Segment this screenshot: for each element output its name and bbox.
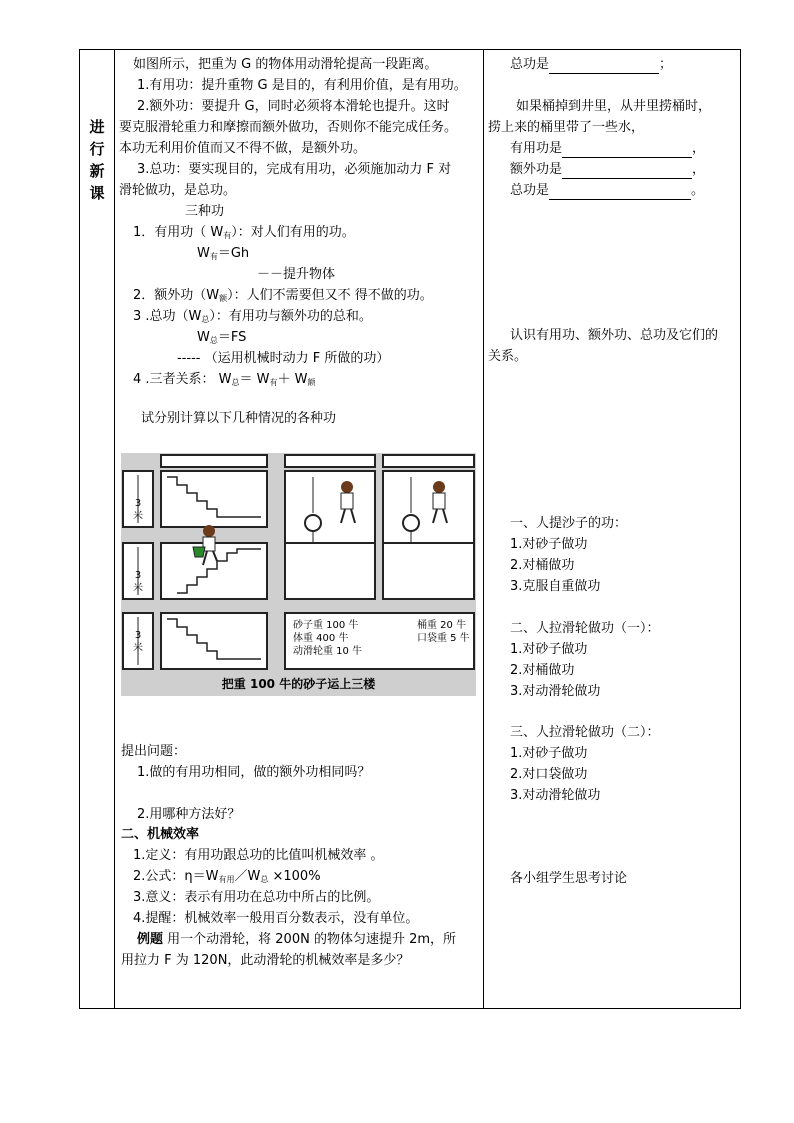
figure-data: 动滑轮重 10 牛 <box>293 646 363 657</box>
text: ， <box>692 162 706 177</box>
text: ＝FS <box>217 330 247 345</box>
scenario-text: 如果桶掉到井里，从井里捞桶时， <box>516 99 712 114</box>
floor-height-label: 3 米 <box>133 630 143 654</box>
text: ／W <box>234 869 261 884</box>
text: 2．额外功（W <box>133 288 220 303</box>
text: ＝Gh <box>217 246 250 261</box>
intro-text: 如图所示，把重为 G 的物体用动滑轮提高一段距离。 <box>133 57 438 72</box>
definition-extra <box>133 287 433 308</box>
figure-data: 桶重 20 牛 <box>417 620 467 631</box>
definition-total <box>133 308 372 329</box>
scenario-text: 捞上来的桶里带了一些水， <box>488 120 645 135</box>
section-label-char: 进 <box>89 118 105 136</box>
case-item: 2.对口袋做功 <box>510 767 588 782</box>
text: 3 .总功（W <box>133 309 202 324</box>
case-item: 2.对桶做功 <box>510 558 575 573</box>
paragraph: 要克服滑轮重力和摩擦而额外做功，否则你不能完成任务。 <box>119 120 458 135</box>
section-label-char: 行 <box>89 140 105 158</box>
question-title: 提出问题： <box>121 744 187 759</box>
figure-data: 体重 400 牛 <box>293 633 349 644</box>
exercise-prompt: 试分别计算以下几种情况的各种功 <box>141 411 337 426</box>
text: 4 .三者关系： W <box>133 372 232 387</box>
question: 1.做的有用功相同，做的额外功相同吗？ <box>137 765 371 780</box>
case-title: 三、人拉滑轮做功（二）： <box>510 725 660 740</box>
fill-blank <box>510 161 705 179</box>
figure-caption: 把重 100 牛的砂子运上三楼 <box>221 677 376 691</box>
case-item: 2.对桶做功 <box>510 663 575 678</box>
text: 有用功是 <box>510 141 563 156</box>
paragraph: 3.总功：要实现目的，完成有用功，必须施加动力 F 对 <box>137 162 452 177</box>
subheading: 三种功 <box>185 204 225 219</box>
text: 总功是 <box>510 183 550 198</box>
formula-note: －－提升物体 <box>257 267 336 282</box>
text: ＋ W <box>277 372 308 387</box>
text: W <box>197 246 210 261</box>
case-title: 一、人提沙子的功： <box>510 516 628 531</box>
section-label-char: 课 <box>89 184 105 202</box>
text: W <box>197 330 210 345</box>
fill-blank <box>510 56 672 74</box>
case-item: 3.对动滑轮做功 <box>510 788 601 803</box>
blank-line[interactable] <box>562 164 692 179</box>
subscript: 有 <box>209 252 218 261</box>
example: 用拉力 F 为 120N，此动滑轮的机械效率是多少？ <box>121 953 410 968</box>
section-heading: 二、机械效率 <box>121 827 200 842</box>
example <box>137 931 456 949</box>
formula-note: ----- （运用机械时动力 F 所做的功） <box>177 351 390 366</box>
figure-data: 口袋重 5 牛 <box>417 633 470 644</box>
stairs-pulley-illustration <box>121 453 476 696</box>
fill-blank <box>510 182 704 200</box>
floor-height-label: 3 米 <box>133 570 143 594</box>
column-divider <box>114 50 115 1008</box>
blank-line[interactable] <box>549 185 691 200</box>
case-item: 3.克服自重做功 <box>510 579 601 594</box>
subscript: 有用 <box>218 875 235 884</box>
formula-total <box>197 329 246 350</box>
paragraph: 1.有用功：提升重物 G 是目的，有利用价值，是有用功。 <box>137 78 467 93</box>
subscript: 总 <box>260 875 269 884</box>
lesson-table <box>79 49 741 1009</box>
floor-height-label: 3 米 <box>133 498 143 522</box>
text: 总功是 <box>510 57 550 72</box>
subscript: 总 <box>201 315 210 324</box>
relation <box>133 371 316 392</box>
case-title: 二、人拉滑轮做功（一）： <box>510 621 660 636</box>
text: ×100% <box>268 869 321 884</box>
text: ）：人们不需要但又不 得不做的功。 <box>227 288 433 303</box>
question: 2.用哪种方法好？ <box>137 807 241 822</box>
objective-text: 关系。 <box>488 349 528 364</box>
objective-text: 认识有用功、额外功、总功及它们的 <box>510 328 719 343</box>
paragraph: 滑轮做功，是总功。 <box>119 183 237 198</box>
paragraph: 本功无利用价值而又不得不做，是额外功。 <box>119 141 367 156</box>
case-item: 1.对砂子做功 <box>510 642 588 657</box>
subscript: 总 <box>209 336 218 345</box>
section-label <box>80 116 114 204</box>
text: 用一个动滑轮，将 200N 的物体匀速提升 2m，所 <box>163 932 457 947</box>
subscript: 有 <box>269 378 278 387</box>
text: 额外功是 <box>510 162 563 177</box>
section-label-char: 新 <box>89 162 105 180</box>
text: ； <box>659 57 673 72</box>
efficiency-meaning: 3.意义：表示有用功在总功中所占的比例。 <box>133 890 380 905</box>
subscript: 额 <box>219 294 228 303</box>
text: 2.公式：η＝W <box>133 869 219 884</box>
example-label: 例题 <box>137 932 164 947</box>
formula-useful <box>197 245 249 266</box>
column-divider <box>483 50 484 1008</box>
text: ＝ W <box>239 372 270 387</box>
illustration-drawing <box>121 453 476 696</box>
text: ， <box>692 141 706 156</box>
text: ）：对人们有用的功。 <box>231 225 355 240</box>
subscript: 总 <box>231 378 240 387</box>
discussion-note: 各小组学生思考讨论 <box>510 871 628 886</box>
blank-line[interactable] <box>549 59 659 74</box>
efficiency-note: 4.提醒：机械效率一般用百分数表示，没有单位。 <box>133 911 419 926</box>
blank-line[interactable] <box>562 143 692 158</box>
case-item: 3.对动滑轮做功 <box>510 684 601 699</box>
fill-blank <box>510 140 705 158</box>
text: ）：有用功与额外功的总和。 <box>209 309 372 324</box>
case-item: 1.对砂子做功 <box>510 746 588 761</box>
subscript: 有 <box>223 231 232 240</box>
text: 1．有用功（ W <box>133 225 224 240</box>
paragraph: 2.额外功：要提升 G，同时必须将本滑轮也提升。这时 <box>137 99 450 114</box>
subscript: 额 <box>307 378 316 387</box>
figure-data: 砂子重 100 牛 <box>293 620 359 631</box>
efficiency-definition: 1.定义：有用功跟总功的比值叫机械效率 。 <box>133 848 384 863</box>
case-item: 1.对砂子做功 <box>510 537 588 552</box>
text: 。 <box>691 183 705 198</box>
definition-useful <box>133 224 355 245</box>
efficiency-formula <box>133 868 321 889</box>
